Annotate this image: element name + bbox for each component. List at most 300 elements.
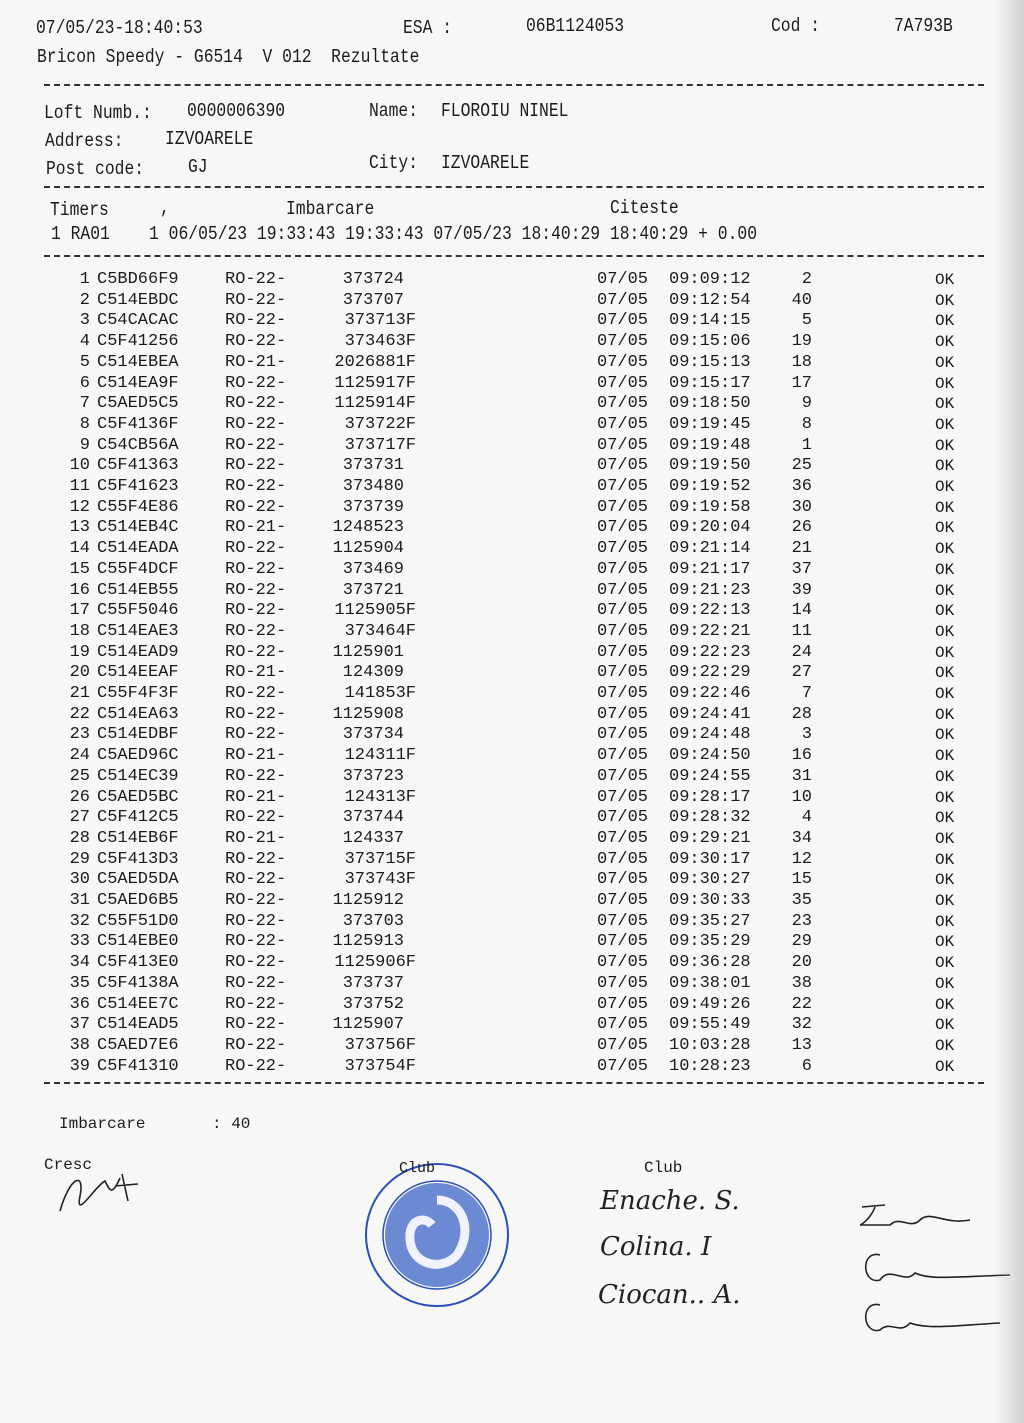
basket-number: 5 (801, 311, 812, 331)
arrival-date: 07/05 (597, 270, 649, 289)
ring-number: 373717F (344, 435, 416, 455)
arrival-time: 09:30:33 (669, 891, 751, 910)
chip-id: C5F41623 (97, 477, 179, 496)
ring-prefix: RO-22- (225, 456, 287, 476)
row-number: 35 (69, 973, 90, 993)
table-row (0, 912, 1024, 932)
arrival-time: 09:21:23 (669, 580, 751, 600)
row-number: 14 (69, 539, 90, 559)
chip-id: C514EAD5 (97, 1015, 179, 1035)
row-number: 16 (69, 580, 90, 600)
chip-id: C514EB6F (97, 828, 179, 848)
row-number: 30 (69, 870, 90, 890)
arrival-time: 09:49:26 (669, 994, 751, 1014)
basket-number: 22 (791, 994, 812, 1014)
arrival-time: 09:21:17 (669, 559, 751, 579)
post-code-value: GJ (188, 156, 208, 178)
basket-number: 32 (791, 1015, 812, 1035)
arrival-date: 07/05 (597, 1015, 649, 1035)
address-value: IZVOARELE (165, 128, 254, 150)
basket-number: 14 (791, 601, 812, 621)
ring-prefix: RO-22- (225, 559, 287, 579)
stamp-club-label: Club (399, 1160, 436, 1177)
basket-number: 37 (791, 559, 812, 579)
ring-number: 124311F (344, 746, 416, 766)
arrival-time: 09:19:45 (669, 414, 751, 434)
basket-number: 20 (791, 953, 812, 973)
ring-number: 373464F (344, 621, 416, 641)
ring-prefix: RO-22- (225, 497, 287, 517)
row-number: 15 (69, 559, 90, 579)
basket-number: 26 (791, 518, 812, 538)
status: OK (935, 1016, 955, 1035)
basket-number: 9 (801, 394, 812, 414)
row-number: 4 (79, 332, 90, 352)
row-number: 33 (69, 932, 90, 952)
arrival-date: 07/05 (597, 394, 649, 414)
arrival-time: 09:19:48 (669, 435, 751, 455)
status: OK (935, 829, 955, 848)
arrival-time: 09:24:55 (669, 766, 751, 786)
ring-prefix: RO-21- (225, 518, 287, 538)
chip-id: C514EBDC (97, 290, 179, 310)
basket-number: 35 (791, 891, 812, 910)
basket-number: 30 (791, 497, 812, 517)
row-number: 1 (79, 270, 90, 289)
chip-id: C514EBE0 (97, 932, 179, 952)
arrival-time: 09:15:06 (669, 332, 751, 352)
status: OK (935, 291, 955, 310)
table-row (0, 415, 1024, 435)
arrival-time: 09:19:52 (669, 477, 751, 496)
table-row (0, 394, 1024, 414)
arrival-date: 07/05 (597, 808, 649, 828)
ring-prefix: RO-22- (225, 870, 287, 890)
arrival-time: 09:35:27 (669, 911, 751, 931)
arrival-date: 07/05 (597, 435, 649, 455)
chip-id: C514EC39 (97, 766, 179, 786)
table-row (0, 498, 1024, 518)
status: OK (935, 747, 955, 766)
row-number: 20 (69, 663, 90, 683)
table-row (0, 270, 1024, 290)
esa-value: 06B1124053 (526, 15, 625, 37)
ring-prefix: RO-21- (225, 352, 287, 372)
chip-id: C5F41256 (97, 332, 179, 352)
name-label: Name: (369, 100, 419, 122)
table-row (0, 581, 1024, 601)
ring-number: 373734 (342, 725, 404, 745)
row-number: 13 (69, 518, 90, 538)
arrival-date: 07/05 (597, 559, 649, 579)
arrival-time: 09:15:17 (669, 373, 751, 393)
ring-prefix: RO-22- (225, 725, 287, 745)
arrival-time: 09:29:21 (669, 828, 751, 848)
basket-number: 6 (801, 1056, 812, 1076)
arrival-date: 07/05 (597, 870, 649, 890)
arrival-date: 07/05 (597, 580, 649, 600)
citeste-header: Citeste (610, 197, 679, 219)
scan-shadow (994, 0, 1024, 1423)
row-number: 19 (69, 642, 90, 662)
basket-number: 3 (801, 725, 812, 745)
chip-id: C5AED5C5 (97, 394, 179, 414)
status: OK (935, 436, 955, 455)
timers-mark: , (160, 197, 170, 219)
table-row (0, 808, 1024, 828)
table-row (0, 436, 1024, 456)
status: OK (935, 602, 955, 621)
esa-label: ESA : (403, 17, 453, 39)
arrival-date: 07/05 (597, 849, 649, 869)
basket-number: 16 (791, 746, 812, 766)
ring-prefix: RO-22- (225, 1056, 287, 1076)
ring-prefix: RO-22- (225, 270, 287, 289)
ring-number: 373754F (344, 1056, 416, 1076)
table-row (0, 643, 1024, 663)
arrival-date: 07/05 (597, 684, 649, 703)
ring-prefix: RO-21- (225, 746, 287, 766)
row-number: 34 (69, 953, 90, 973)
club-stamp (362, 1160, 512, 1310)
divider (44, 84, 984, 86)
basket-number: 24 (791, 642, 812, 662)
chip-id: C5F41310 (97, 1056, 179, 1076)
row-number: 23 (69, 725, 90, 745)
arrival-date: 07/05 (597, 746, 649, 766)
chip-id: C514EBEA (97, 352, 179, 372)
basket-number: 4 (801, 808, 812, 828)
basket-number: 12 (791, 849, 812, 869)
chip-id: C5BD66F9 (97, 270, 179, 289)
basket-number: 2 (801, 270, 812, 289)
chip-id: C5AED5BC (97, 787, 179, 807)
ring-number: 373739 (342, 497, 404, 517)
ring-number: 373703 (342, 911, 404, 931)
address-label: Address: (45, 130, 124, 152)
status: OK (935, 560, 955, 579)
status: OK (935, 1057, 955, 1076)
chip-id: C514EB55 (97, 580, 179, 600)
arrival-date: 07/05 (597, 477, 649, 496)
chip-id: C5F412C5 (97, 808, 179, 828)
ring-prefix: RO-22- (225, 973, 287, 993)
ring-number: 373756F (344, 1035, 416, 1055)
basket-number: 25 (791, 456, 812, 476)
arrival-date: 07/05 (597, 601, 649, 621)
ring-prefix: RO-22- (225, 394, 287, 414)
arrival-time: 09:55:49 (669, 1015, 751, 1035)
ring-number: 373463F (344, 332, 416, 352)
arrival-date: 07/05 (597, 766, 649, 786)
status: OK (935, 395, 955, 414)
ring-prefix: RO-22- (225, 332, 287, 352)
ring-number: 124309 (342, 663, 404, 683)
arrival-time: 09:14:15 (669, 311, 751, 331)
committee-member-1: Enache. S. (600, 1186, 740, 1216)
row-number: 36 (69, 994, 90, 1014)
ring-number: 373723 (342, 766, 404, 786)
chip-id: C514EDBF (97, 725, 179, 745)
basket-number: 28 (791, 704, 812, 724)
status: OK (935, 685, 955, 703)
arrival-date: 07/05 (597, 828, 649, 848)
divider (44, 1082, 984, 1084)
arrival-time: 09:36:28 (669, 953, 751, 973)
row-number: 21 (69, 684, 90, 703)
row-number: 17 (69, 601, 90, 621)
table-row (0, 684, 1024, 704)
status: OK (935, 892, 955, 910)
status: OK (935, 809, 955, 828)
arrival-time: 09:20:04 (669, 518, 751, 538)
ring-number: 373743F (344, 870, 416, 890)
table-row (0, 788, 1024, 808)
table-row (0, 953, 1024, 973)
chip-id: C54CB56A (97, 435, 179, 455)
ring-prefix: RO-22- (225, 414, 287, 434)
table-row (0, 291, 1024, 311)
cresc-label: Cresc (44, 1156, 93, 1174)
chip-id: C55F4DCF (97, 559, 179, 579)
status: OK (935, 353, 955, 372)
row-number: 26 (69, 787, 90, 807)
row-number: 7 (79, 394, 90, 414)
arrival-date: 07/05 (597, 725, 649, 745)
arrival-date: 07/05 (597, 787, 649, 807)
arrival-time: 09:24:41 (669, 704, 751, 724)
row-number: 2 (79, 290, 90, 310)
ring-number: 1248523 (332, 518, 404, 538)
status: OK (935, 726, 955, 745)
basket-number: 8 (801, 414, 812, 434)
chip-id: C5F41363 (97, 456, 179, 476)
basket-number: 13 (791, 1035, 812, 1055)
arrival-time: 09:24:48 (669, 725, 751, 745)
status: OK (935, 974, 955, 993)
arrival-date: 07/05 (597, 1056, 649, 1076)
row-number: 18 (69, 621, 90, 641)
table-row (0, 870, 1024, 890)
ring-prefix: RO-22- (225, 684, 287, 703)
status: OK (935, 478, 955, 496)
ring-number: 1125913 (332, 932, 404, 952)
ring-prefix: RO-22- (225, 953, 287, 973)
row-number: 10 (69, 456, 90, 476)
divider (44, 255, 984, 257)
basket-number: 7 (801, 684, 812, 703)
row-number: 29 (69, 849, 90, 869)
chip-id: C514EE7C (97, 994, 179, 1014)
table-row (0, 1015, 1024, 1035)
table-row (0, 746, 1024, 766)
ring-prefix: RO-22- (225, 994, 287, 1014)
arrival-date: 07/05 (597, 911, 649, 931)
status: OK (935, 498, 955, 517)
status: OK (935, 415, 955, 434)
arrival-date: 07/05 (597, 953, 649, 973)
row-number: 38 (69, 1035, 90, 1055)
status: OK (935, 374, 955, 393)
status: OK (935, 643, 955, 662)
basket-number: 39 (791, 580, 812, 600)
arrival-time: 09:30:17 (669, 849, 751, 869)
ring-number: 124313F (344, 787, 416, 807)
arrival-time: 09:09:12 (669, 270, 751, 289)
arrival-time: 09:22:29 (669, 663, 751, 683)
ring-prefix: RO-22- (225, 539, 287, 559)
status: OK (935, 705, 955, 724)
status: OK (935, 271, 955, 289)
ring-number: 1125908 (332, 704, 404, 724)
chip-id: C5F413E0 (97, 953, 179, 973)
table-row (0, 1036, 1024, 1056)
ring-prefix: RO-22- (225, 1015, 287, 1035)
arrival-date: 07/05 (597, 497, 649, 517)
chip-id: C514EB4C (97, 518, 179, 538)
status: OK (935, 995, 955, 1014)
ring-prefix: RO-22- (225, 477, 287, 496)
basket-number: 21 (791, 539, 812, 559)
status: OK (935, 540, 955, 559)
chip-id: C514EA9F (97, 373, 179, 393)
table-row (0, 891, 1024, 911)
arrival-date: 07/05 (597, 932, 649, 952)
table-row (0, 663, 1024, 683)
basket-number: 11 (791, 621, 812, 641)
table-row (0, 995, 1024, 1015)
arrival-date: 07/05 (597, 311, 649, 331)
status: OK (935, 954, 955, 973)
timer-row: 1 RA01 1 06/05/23 19:33:43 19:33:43 07/05/23 18:40:29 18:40:29 + 0.00 (51, 223, 758, 245)
arrival-time: 09:19:50 (669, 456, 751, 476)
status: OK (935, 581, 955, 600)
ring-number: 1125906F (334, 953, 416, 973)
row-number: 39 (69, 1056, 90, 1076)
table-row (0, 601, 1024, 621)
table-row (0, 725, 1024, 745)
basket-number: 1 (801, 435, 812, 455)
table-row (0, 456, 1024, 476)
chip-id: C514EEAF (97, 663, 179, 683)
ring-number: 373722F (344, 414, 416, 434)
arrival-time: 09:22:21 (669, 621, 751, 641)
chip-id: C55F5046 (97, 601, 179, 621)
ring-prefix: RO-22- (225, 1035, 287, 1055)
ring-number: 373737 (342, 973, 404, 993)
row-number: 5 (79, 352, 90, 372)
row-number: 28 (69, 828, 90, 848)
basket-number: 27 (791, 663, 812, 683)
ring-prefix: RO-22- (225, 290, 287, 310)
ring-number: 373731 (342, 456, 404, 476)
chip-id: C514EADA (97, 539, 179, 559)
chip-id: C5F413D3 (97, 849, 179, 869)
row-number: 24 (69, 746, 90, 766)
arrival-time: 10:03:28 (669, 1035, 751, 1055)
ring-number: 1125912 (332, 891, 404, 910)
ring-prefix: RO-21- (225, 663, 287, 683)
arrival-time: 09:18:50 (669, 394, 751, 414)
basket-number: 18 (791, 352, 812, 372)
club-label: Club (644, 1159, 683, 1177)
post-code-label: Post code: (46, 158, 145, 180)
report-title: Bricon Speedy - G6514 V 012 Rezultate (37, 46, 420, 68)
arrival-date: 07/05 (597, 891, 649, 910)
row-number: 25 (69, 766, 90, 786)
ring-prefix: RO-22- (225, 849, 287, 869)
arrival-time: 09:15:13 (669, 352, 751, 372)
arrival-time: 10:28:23 (669, 1056, 751, 1076)
arrival-date: 07/05 (597, 456, 649, 476)
ring-prefix: RO-22- (225, 704, 287, 724)
ring-prefix: RO-22- (225, 891, 287, 910)
status: OK (935, 664, 955, 683)
arrival-time: 09:22:23 (669, 642, 751, 662)
chip-id: C5AED5DA (97, 870, 179, 890)
table-row (0, 539, 1024, 559)
divider (44, 186, 984, 188)
table-row (0, 477, 1024, 497)
ring-prefix: RO-22- (225, 373, 287, 393)
breeder-signature (50, 1166, 140, 1221)
basket-number: 10 (791, 787, 812, 807)
chip-id: C55F4E86 (97, 497, 179, 517)
arrival-time: 09:12:54 (669, 290, 751, 310)
basket-number: 15 (791, 870, 812, 890)
arrival-date: 07/05 (597, 290, 649, 310)
ring-number: 373715F (344, 849, 416, 869)
ring-prefix: RO-22- (225, 808, 287, 828)
arrival-date: 07/05 (597, 621, 649, 641)
arrival-time: 09:22:46 (669, 684, 751, 703)
status: OK (935, 871, 955, 890)
row-number: 3 (79, 311, 90, 331)
name-value: FLOROIU NINEL (441, 100, 569, 122)
arrival-time: 09:30:27 (669, 870, 751, 890)
basket-number: 29 (791, 932, 812, 952)
table-row (0, 850, 1024, 870)
chip-id: C55F4F3F (97, 684, 179, 703)
ring-number: 2026881F (334, 352, 416, 372)
basket-number: 23 (791, 911, 812, 931)
status: OK (935, 912, 955, 931)
table-row (0, 767, 1024, 787)
committee-member-2: Colina. I (600, 1232, 712, 1262)
status: OK (935, 933, 955, 952)
arrival-time: 09:22:13 (669, 601, 751, 621)
row-number: 9 (79, 435, 90, 455)
ring-number: 1125914F (334, 394, 416, 414)
ring-prefix: RO-22- (225, 580, 287, 600)
chip-id: C514EAD9 (97, 642, 179, 662)
table-row (0, 829, 1024, 849)
city-label: City: (369, 152, 419, 174)
row-number: 22 (69, 704, 90, 724)
imbarcare-header: Imbarcare (286, 198, 375, 220)
ring-number: 373724 (342, 270, 404, 289)
ring-number: 373480 (342, 477, 404, 496)
table-row (0, 622, 1024, 642)
row-number: 8 (79, 414, 90, 434)
table-row (0, 1057, 1024, 1077)
arrival-date: 07/05 (597, 352, 649, 372)
ring-prefix: RO-22- (225, 601, 287, 621)
ring-number: 373752 (342, 994, 404, 1014)
row-number: 11 (69, 477, 90, 496)
arrival-time: 09:38:01 (669, 973, 751, 993)
basket-number: 17 (791, 373, 812, 393)
